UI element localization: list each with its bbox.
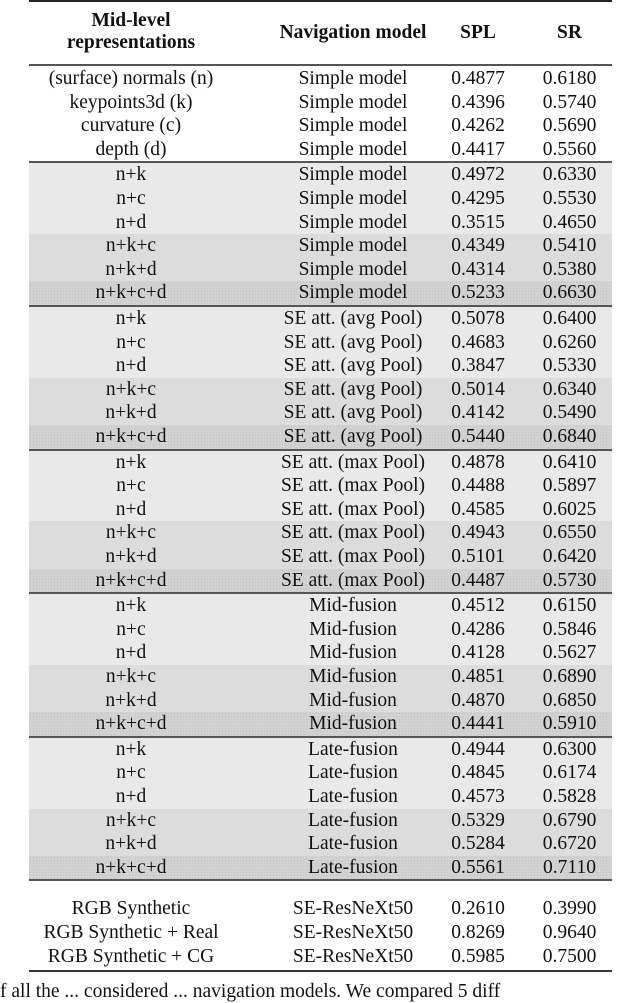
cell-representation: RGB Synthetic + Real — [43, 922, 219, 943]
cell-spl: 0.3847 — [451, 355, 505, 377]
cell-navigation-model: SE-ResNeXt50 — [292, 898, 414, 920]
cell-sr: 0.5740 — [542, 91, 597, 113]
cell-representation: n+k+d — [105, 833, 157, 855]
cell-navigation-model: SE-ResNeXt50 — [292, 945, 414, 967]
cell-sr: 0.5910 — [542, 713, 597, 735]
cell-navigation-model: SE att. (avg Pool) — [283, 308, 423, 329]
cell-sr: 0.5690 — [542, 115, 597, 137]
table-row — [29, 712, 612, 736]
cell-navigation-model: Simple model — [298, 91, 408, 113]
cell-sr: 0.5730 — [542, 569, 597, 591]
cell-sr: 0.5560 — [542, 138, 597, 160]
cell-spl: 0.4487 — [451, 569, 505, 591]
table-row — [29, 163, 612, 187]
cell-spl: 0.4262 — [451, 115, 505, 137]
cell-navigation-model: SE att. (avg Pool) — [283, 331, 423, 353]
cell-spl: 0.4573 — [451, 786, 505, 807]
cell-sr: 0.6150 — [542, 595, 597, 617]
table-row — [29, 521, 612, 545]
cell-sr: 0.7110 — [543, 856, 596, 878]
cell-spl: 0.5014 — [451, 378, 505, 400]
cell-representation: n+k+d — [105, 689, 157, 711]
cell-representation: n+k — [115, 164, 147, 186]
table-row — [29, 618, 612, 642]
cell-navigation-model: SE att. (avg Pool) — [283, 402, 423, 424]
table-row — [29, 474, 612, 498]
cell-navigation-model: Mid-fusion — [309, 595, 397, 617]
cell-sr: 0.5828 — [542, 786, 597, 807]
table-row — [29, 832, 612, 856]
cell-sr: 0.5627 — [542, 642, 597, 664]
cell-navigation-model: SE att. (max Pool) — [280, 569, 426, 591]
table-row — [29, 738, 612, 762]
cell-spl: 0.2610 — [451, 898, 505, 920]
cell-representation: n+k+d — [105, 258, 157, 280]
cell-navigation-model: Late-fusion — [308, 738, 398, 760]
cell-navigation-model: Mid-fusion — [309, 666, 397, 687]
bottom-rule — [29, 970, 612, 972]
cell-sr: 0.6410 — [542, 451, 597, 473]
cell-navigation-model: Simple model — [298, 282, 408, 304]
cell-representation: RGB Synthetic + CG — [47, 945, 215, 967]
group-rule — [29, 879, 612, 881]
table-row — [29, 761, 612, 785]
header-sr: SR — [557, 22, 582, 43]
cell-sr: 0.6420 — [542, 546, 597, 567]
cell-sr: 0.6720 — [542, 833, 597, 855]
header-representations — [29, 10, 233, 54]
cell-sr: 0.5380 — [542, 258, 597, 280]
table-row — [29, 594, 612, 618]
cell-sr: 0.6330 — [542, 164, 597, 186]
cell-spl: 0.4417 — [451, 138, 505, 160]
cell-sr: 0.5410 — [542, 235, 597, 257]
cell-representation: n+k+c — [105, 378, 157, 400]
header-rule — [29, 64, 612, 66]
table-row — [29, 856, 612, 880]
cell-navigation-model: Mid-fusion — [309, 713, 397, 735]
cell-representation: n+k+c+d — [95, 713, 167, 735]
cell-navigation-model: Mid-fusion — [309, 618, 397, 640]
cell-spl: 0.4314 — [451, 258, 505, 280]
cell-sr: 0.5530 — [542, 188, 597, 209]
cell-spl: 0.3515 — [451, 211, 505, 233]
cell-spl: 0.4845 — [451, 762, 505, 784]
cell-navigation-model: SE att. (max Pool) — [280, 451, 426, 473]
table-row — [29, 401, 612, 425]
cell-representation: n+k+c — [105, 235, 157, 257]
cell-spl: 0.4944 — [451, 738, 505, 760]
table-row — [29, 211, 612, 235]
cell-sr: 0.6300 — [542, 738, 597, 760]
cell-spl: 0.4683 — [451, 331, 505, 353]
table-row — [29, 545, 612, 569]
table-row — [29, 809, 612, 833]
table-row — [29, 281, 612, 305]
cell-spl: 0.5561 — [451, 856, 505, 878]
cell-sr: 0.6260 — [542, 331, 597, 353]
table-row-rgb — [29, 921, 612, 945]
cell-spl: 0.4512 — [451, 595, 505, 617]
caption-fragment: f all the ... considered ... navigation models. We compared 5 diff — [0, 981, 501, 1002]
cell-spl: 0.4142 — [451, 402, 505, 424]
cell-navigation-model: Simple model — [298, 235, 408, 257]
cell-spl: 0.4878 — [451, 451, 505, 473]
cell-representation: n+k+c+d — [95, 569, 167, 591]
cell-spl: 0.4488 — [451, 475, 505, 497]
table-row — [29, 67, 612, 91]
cell-representation: n+c — [116, 188, 146, 209]
table-row — [29, 689, 612, 713]
cell-representation: (surface) normals (n) — [48, 68, 214, 89]
cell-navigation-model: Mid-fusion — [309, 642, 397, 664]
cell-spl: 0.5985 — [451, 945, 505, 967]
cell-spl: 0.5101 — [451, 546, 505, 567]
cell-spl: 0.4585 — [451, 498, 505, 520]
cell-spl: 0.5329 — [451, 809, 505, 831]
cell-navigation-model: SE att. (max Pool) — [280, 522, 426, 544]
cell-navigation-model: SE-ResNeXt50 — [292, 922, 414, 943]
cell-spl: 0.4877 — [451, 68, 505, 89]
table-row — [29, 451, 612, 475]
cell-navigation-model: Simple model — [298, 138, 408, 160]
cell-representation: n+c — [116, 331, 146, 353]
cell-spl: 0.5078 — [451, 308, 505, 329]
cell-navigation-model: Late-fusion — [308, 762, 398, 784]
header-representations-line2: representations — [66, 32, 196, 53]
cell-navigation-model: SE att. (avg Pool) — [283, 355, 423, 377]
cell-sr: 0.7500 — [542, 945, 597, 967]
cell-navigation-model: SE att. (avg Pool) — [283, 426, 423, 447]
cell-navigation-model: SE att. (avg Pool) — [283, 378, 423, 400]
cell-representation: n+k+c — [105, 522, 157, 544]
cell-sr: 0.6400 — [542, 308, 597, 329]
cell-representation: RGB Synthetic — [71, 898, 191, 920]
cell-representation: n+k+c+d — [95, 856, 167, 878]
cell-spl: 0.5284 — [451, 833, 505, 855]
cell-spl: 0.5440 — [451, 426, 505, 447]
cell-navigation-model: Late-fusion — [308, 809, 398, 831]
cell-spl: 0.4295 — [451, 188, 505, 209]
cell-navigation-model: Simple model — [298, 188, 408, 209]
table-row — [29, 354, 612, 378]
table-row — [29, 331, 612, 355]
cell-spl: 0.8269 — [451, 922, 505, 943]
cell-sr: 0.6180 — [542, 68, 597, 89]
table-row — [29, 187, 612, 211]
cell-representation: depth (d) — [95, 138, 167, 160]
cell-representation: n+d — [115, 211, 147, 233]
cell-spl: 0.4349 — [451, 235, 505, 257]
table-row — [29, 785, 612, 809]
cell-spl: 0.4441 — [451, 713, 505, 735]
cell-sr: 0.5490 — [542, 402, 597, 424]
cell-spl: 0.5233 — [451, 282, 505, 304]
cell-sr: 0.9640 — [542, 922, 597, 943]
cell-representation: n+k+c — [105, 809, 157, 831]
table-row — [29, 234, 612, 258]
table-row — [29, 641, 612, 665]
table-row — [29, 665, 612, 689]
cell-navigation-model: SE att. (max Pool) — [280, 475, 426, 497]
cell-navigation-model: Simple model — [298, 68, 408, 89]
cell-sr: 0.6630 — [542, 282, 597, 304]
cell-representation: n+c — [116, 762, 146, 784]
cell-representation: n+d — [115, 355, 147, 377]
cell-representation: keypoints3d (k) — [69, 91, 193, 113]
cell-spl: 0.4851 — [451, 666, 505, 687]
table-row — [29, 91, 612, 115]
cell-sr: 0.4650 — [542, 211, 597, 233]
table-row-rgb — [29, 897, 612, 921]
cell-navigation-model: Late-fusion — [308, 833, 398, 855]
cell-spl: 0.4286 — [451, 618, 505, 640]
cell-sr: 0.6340 — [542, 378, 597, 400]
table-header — [29, 2, 612, 65]
cell-sr: 0.6840 — [542, 426, 597, 447]
table-row — [29, 378, 612, 402]
cell-representation: n+k — [115, 738, 147, 760]
table-row — [29, 138, 612, 162]
cell-representation: n+k — [115, 595, 147, 617]
cell-navigation-model: Mid-fusion — [309, 689, 397, 711]
cell-representation: n+c — [116, 475, 146, 497]
cell-navigation-model: Late-fusion — [308, 856, 398, 878]
cell-navigation-model: Simple model — [298, 211, 408, 233]
cell-sr: 0.6790 — [542, 809, 597, 831]
cell-spl: 0.4870 — [451, 689, 505, 711]
cell-navigation-model: Simple model — [298, 164, 408, 186]
cell-spl: 0.4972 — [451, 164, 505, 186]
cell-sr: 0.6850 — [542, 689, 597, 711]
cell-representation: n+k+d — [105, 546, 157, 567]
cell-representation: n+k — [115, 308, 147, 329]
table-row — [29, 425, 612, 449]
cell-representation: n+k+c+d — [95, 426, 167, 447]
cell-representation: n+d — [115, 786, 147, 807]
table-row — [29, 307, 612, 331]
cell-spl: 0.4128 — [451, 642, 505, 664]
cell-spl: 0.4943 — [451, 522, 505, 544]
header-navigation-model: Navigation model — [279, 22, 427, 43]
cell-navigation-model: Simple model — [298, 115, 408, 137]
table-row-rgb — [29, 945, 612, 969]
cell-sr: 0.5897 — [542, 475, 597, 497]
header-representations-line1: Mid-level — [91, 10, 171, 31]
cell-sr: 0.3990 — [542, 898, 597, 920]
cell-representation: n+k+c — [105, 666, 157, 687]
cell-sr: 0.6174 — [542, 762, 597, 784]
cell-sr: 0.6890 — [542, 666, 597, 687]
cell-sr: 0.6550 — [542, 522, 597, 544]
cell-navigation-model: SE att. (max Pool) — [280, 498, 426, 520]
table-row — [29, 498, 612, 522]
table-row — [29, 569, 612, 593]
table-row — [29, 258, 612, 282]
cell-representation: n+k+d — [105, 402, 157, 424]
cell-representation: n+k+c+d — [95, 282, 167, 304]
header-spl: SPL — [460, 22, 496, 43]
cell-spl: 0.4396 — [451, 91, 505, 113]
cell-navigation-model: SE att. (max Pool) — [280, 546, 426, 567]
cell-representation: n+k — [115, 451, 147, 473]
cell-representation: curvature (c) — [80, 115, 182, 137]
cell-sr: 0.6025 — [542, 498, 597, 520]
cell-sr: 0.5846 — [542, 618, 597, 640]
cell-navigation-model: Simple model — [298, 258, 408, 280]
cell-representation: n+d — [115, 642, 147, 664]
cell-representation: n+d — [115, 498, 147, 520]
cell-sr: 0.5330 — [542, 355, 597, 377]
cell-representation: n+c — [116, 618, 146, 640]
table-row — [29, 114, 612, 138]
cell-navigation-model: Late-fusion — [308, 786, 398, 807]
